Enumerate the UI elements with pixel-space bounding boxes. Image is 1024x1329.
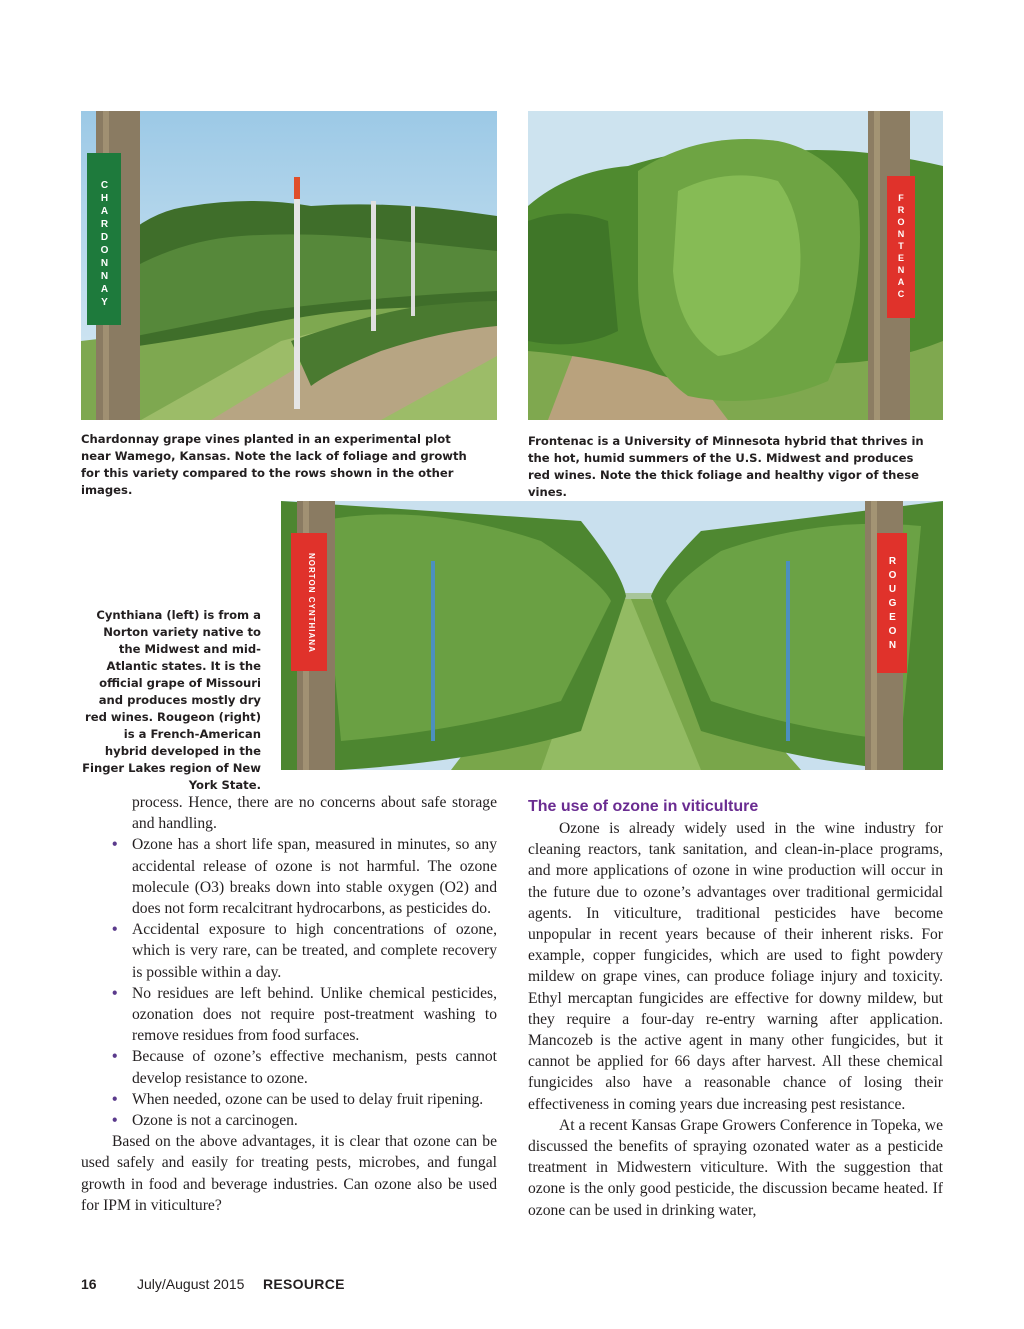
bullet-marker: •	[112, 836, 118, 854]
page-footer	[81, 1276, 345, 1292]
bullet-item	[81, 1110, 497, 1131]
frontenac-vineyard-photo	[528, 111, 943, 420]
ozone-industry-paragraph: Ozone is already widely used in the wine industry for cleaning reactors, tank sanitation, and clean-in-place programs, and more applications of ozone in wine production will occur in the future due to ozone’s advantages over traditional germicidal agents. In viticulture, traditional pesticides have become unpopular in recent years because of their inherent risks. For example, copper fungicides, which are used to fight powdery mildew on grape vines, can produce foliage injury and toxicity. Ethyl mercaptan fungicides are effective for downy mildew, but they require a four-day re-entry warning after application. Mancozeb is the active agent in many other fungicides, but it cannot be applied for 66 days after harvest. All these chemical fungicides also have a reasonable chance of losing their effectiveness in coming years due increasing pest resistance.	[528, 820, 943, 1113]
rougeon-sign-label: ROUGEON	[887, 555, 898, 654]
left-text-column	[81, 792, 497, 1216]
bullet-text: Because of ozone’s effective mechanism, pests cannot develop resistance to ozone.	[132, 1048, 497, 1087]
bullet-marker: •	[112, 921, 118, 939]
bullet-marker: •	[112, 984, 118, 1002]
bullet-item	[81, 919, 497, 983]
conference-paragraph: At a recent Kansas Grape Growers Conference in Topeka, we discussed the benefits of spraying ozonated water as a pesticide treatment in Midwestern viticulture. With the suggestion that ozone is the only good pesticide, the discussion became heated. If ozone can be used in drinking water,	[528, 1116, 943, 1219]
bullet-text: When needed, ozone can be used to delay fruit ripening.	[132, 1090, 484, 1108]
cynthiana-caption: Cynthiana (left) is from a Norton variety native to the Midwest and mid-Atlantic states. It is the official grape of Missouri and produces mostly dry red wines. Rougeon (right) is a French-American hybrid developed in the Finger Lakes region of New York State.	[82, 608, 261, 792]
bullet-item	[81, 1089, 497, 1110]
magazine-name: RESOURCE	[263, 1276, 345, 1292]
bullet-item	[81, 1046, 497, 1088]
issue-date: July/August 2015	[137, 1276, 245, 1292]
frontenac-caption: Frontenac is a University of Minnesota hybrid that thrives in the hot, humid summers of the U.S. Midwest and produces red wines. Note the thick foliage and healthy vigor of these vines.	[528, 434, 924, 499]
bullet-text: No residues are left behind. Unlike chemical pesticides, ozonation does not require post-treatment washing to remove residues from food surfaces.	[132, 984, 497, 1045]
bullet-marker: •	[112, 1090, 118, 1108]
bullet-marker: •	[112, 1048, 118, 1066]
bullet-item	[81, 834, 497, 919]
page-number: 16	[81, 1276, 97, 1292]
chardonnay-caption: Chardonnay grape vines planted in an experimental plot near Wamego, Kansas. Note the lack of foliage and growth for this variety compared to the rows shown in the other images.	[81, 432, 467, 497]
bullet-text: Accidental exposure to high concentrations of ozone, which is very rare, can be treated, and complete recovery is possible within a day.	[132, 921, 497, 981]
closing-paragraph: Based on the above advantages, it is clear that ozone can be used safely and easily for treating pests, microbes, and fungal growth in food and beverage industries. Can ozone also be used for IPM in viticulture?	[81, 1133, 497, 1214]
right-text-column	[528, 796, 943, 1221]
bullet-item	[81, 983, 497, 1047]
norton-sign-label: NORTON CYNTHIANA	[307, 552, 316, 653]
ozone-advantages-list	[81, 834, 497, 1131]
frontenac-sign-label: FRONTENAC	[896, 193, 906, 301]
bullet-marker: •	[112, 1112, 118, 1130]
section-heading: The use of ozone in viticulture	[528, 798, 759, 815]
chardonnay-sign-label: CHARDONNAY	[99, 180, 110, 310]
bullet-text: Ozone has a short life span, measured in minutes, so any accidental release of ozone is not harmful. The ozone molecule (O3) breaks down into stable oxygen (O2) and does not form recalcitrant hydrocarbons, as pesticides do.	[132, 836, 497, 918]
norton-rougeon-vineyard-photo	[281, 501, 943, 770]
bullet-text: Ozone is not a carcinogen.	[132, 1112, 298, 1130]
continuation-paragraph: process. Hence, there are no concerns about safe storage and handling.	[132, 794, 497, 833]
chardonnay-vineyard-photo	[81, 111, 497, 420]
